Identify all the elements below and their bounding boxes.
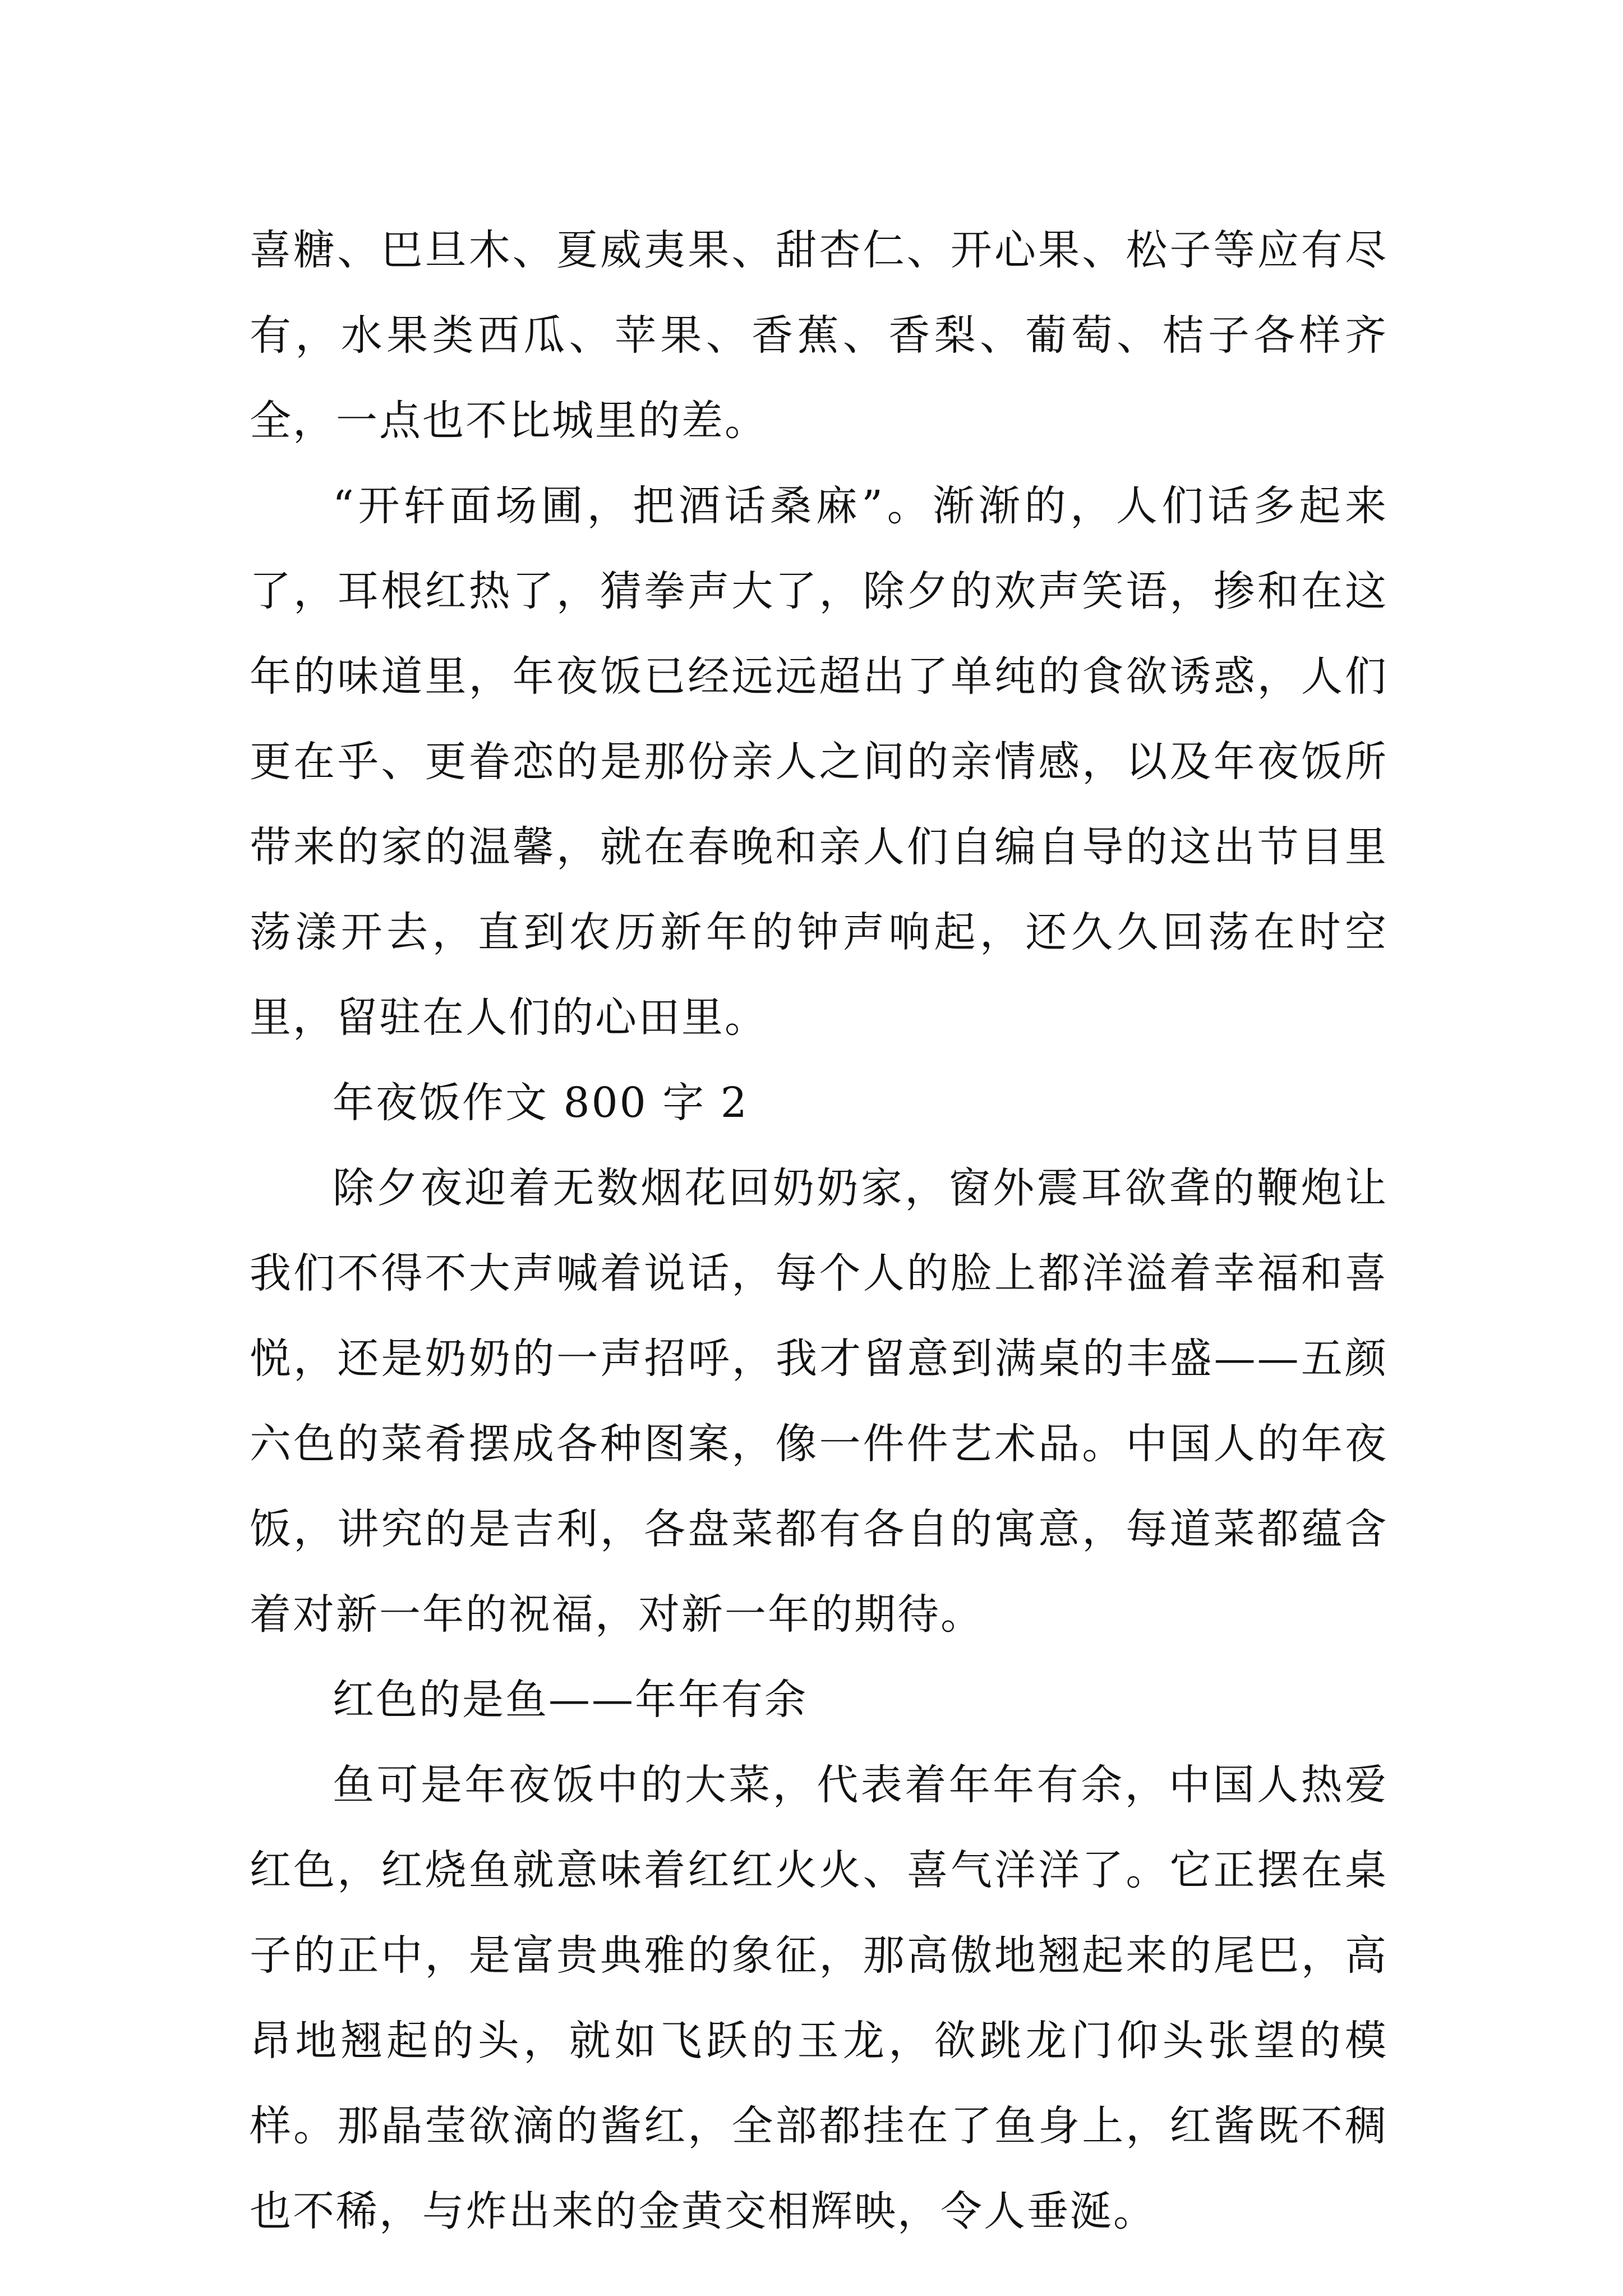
paragraph-grandma-house: 除夕夜迎着无数烟花回奶奶家，窗外震耳欲聋的鞭炮让我们不得不大声喊着说话，每个人的脸上都洋溢着幸福和喜悦，还是奶奶的一声招呼，我才留意到满桌的丰盛——五颜六色的菜肴摆成各种图案，像一件件艺术品。中国人的年夜饭，讲究的是吉利，各盘菜都有各自的寓意，每道菜都蕴含着对新一年的祝福，对新一年的期待。 [250, 1164, 1388, 1639]
paragraph-fruits-list: 喜糖、巴旦木、夏威夷果、甜杏仁、开心果、松子等应有尽有，水果类西瓜、苹果、香蕉、香梨、葡萄、桔子各样齐全，一点也不比城里的差。 [250, 226, 1388, 445]
section-title-essay-2: 年夜饭作文 800 字 2 [333, 1079, 749, 1127]
paragraph-fish-dish: 鱼可是年夜饭中的大菜，代表着年年有余，中国人热爱红色，红烧鱼就意味着红红火火、喜气洋洋了。它正摆在桌子的正中，是富贵典雅的象征，那高傲地翘起来的尾巴，高昂地翘起的头，就如飞跃的玉龙，欲跳龙门仰头张望的模样。那晶莹欲滴的酱红，全部都挂在了鱼身上，红酱既不稠也不稀，与炸出来的金黄交相辉映，令人垂涎。 [250, 1761, 1388, 2235]
article-body [250, 208, 1388, 2254]
paragraph-new-year-eve-gathering: “开轩面场圃，把酒话桑麻”。渐渐的，人们话多起来了，耳根红热了，猜拳声大了，除夕的欢声笑语，掺和在这年的味道里，年夜饭已经远远超出了单纯的食欲诱惑，人们更在乎、更眷恋的是那份亲人之间的亲情感，以及年夜饭所带来的家的温馨，就在春晚和亲人们自编自导的这出节目里荡漾开去，直到农历新年的钟声响起，还久久回荡在时空里，留驻在人们的心田里。 [250, 482, 1388, 1042]
subheading-red-fish: 红色的是鱼——年年有余 [333, 1676, 808, 1724]
